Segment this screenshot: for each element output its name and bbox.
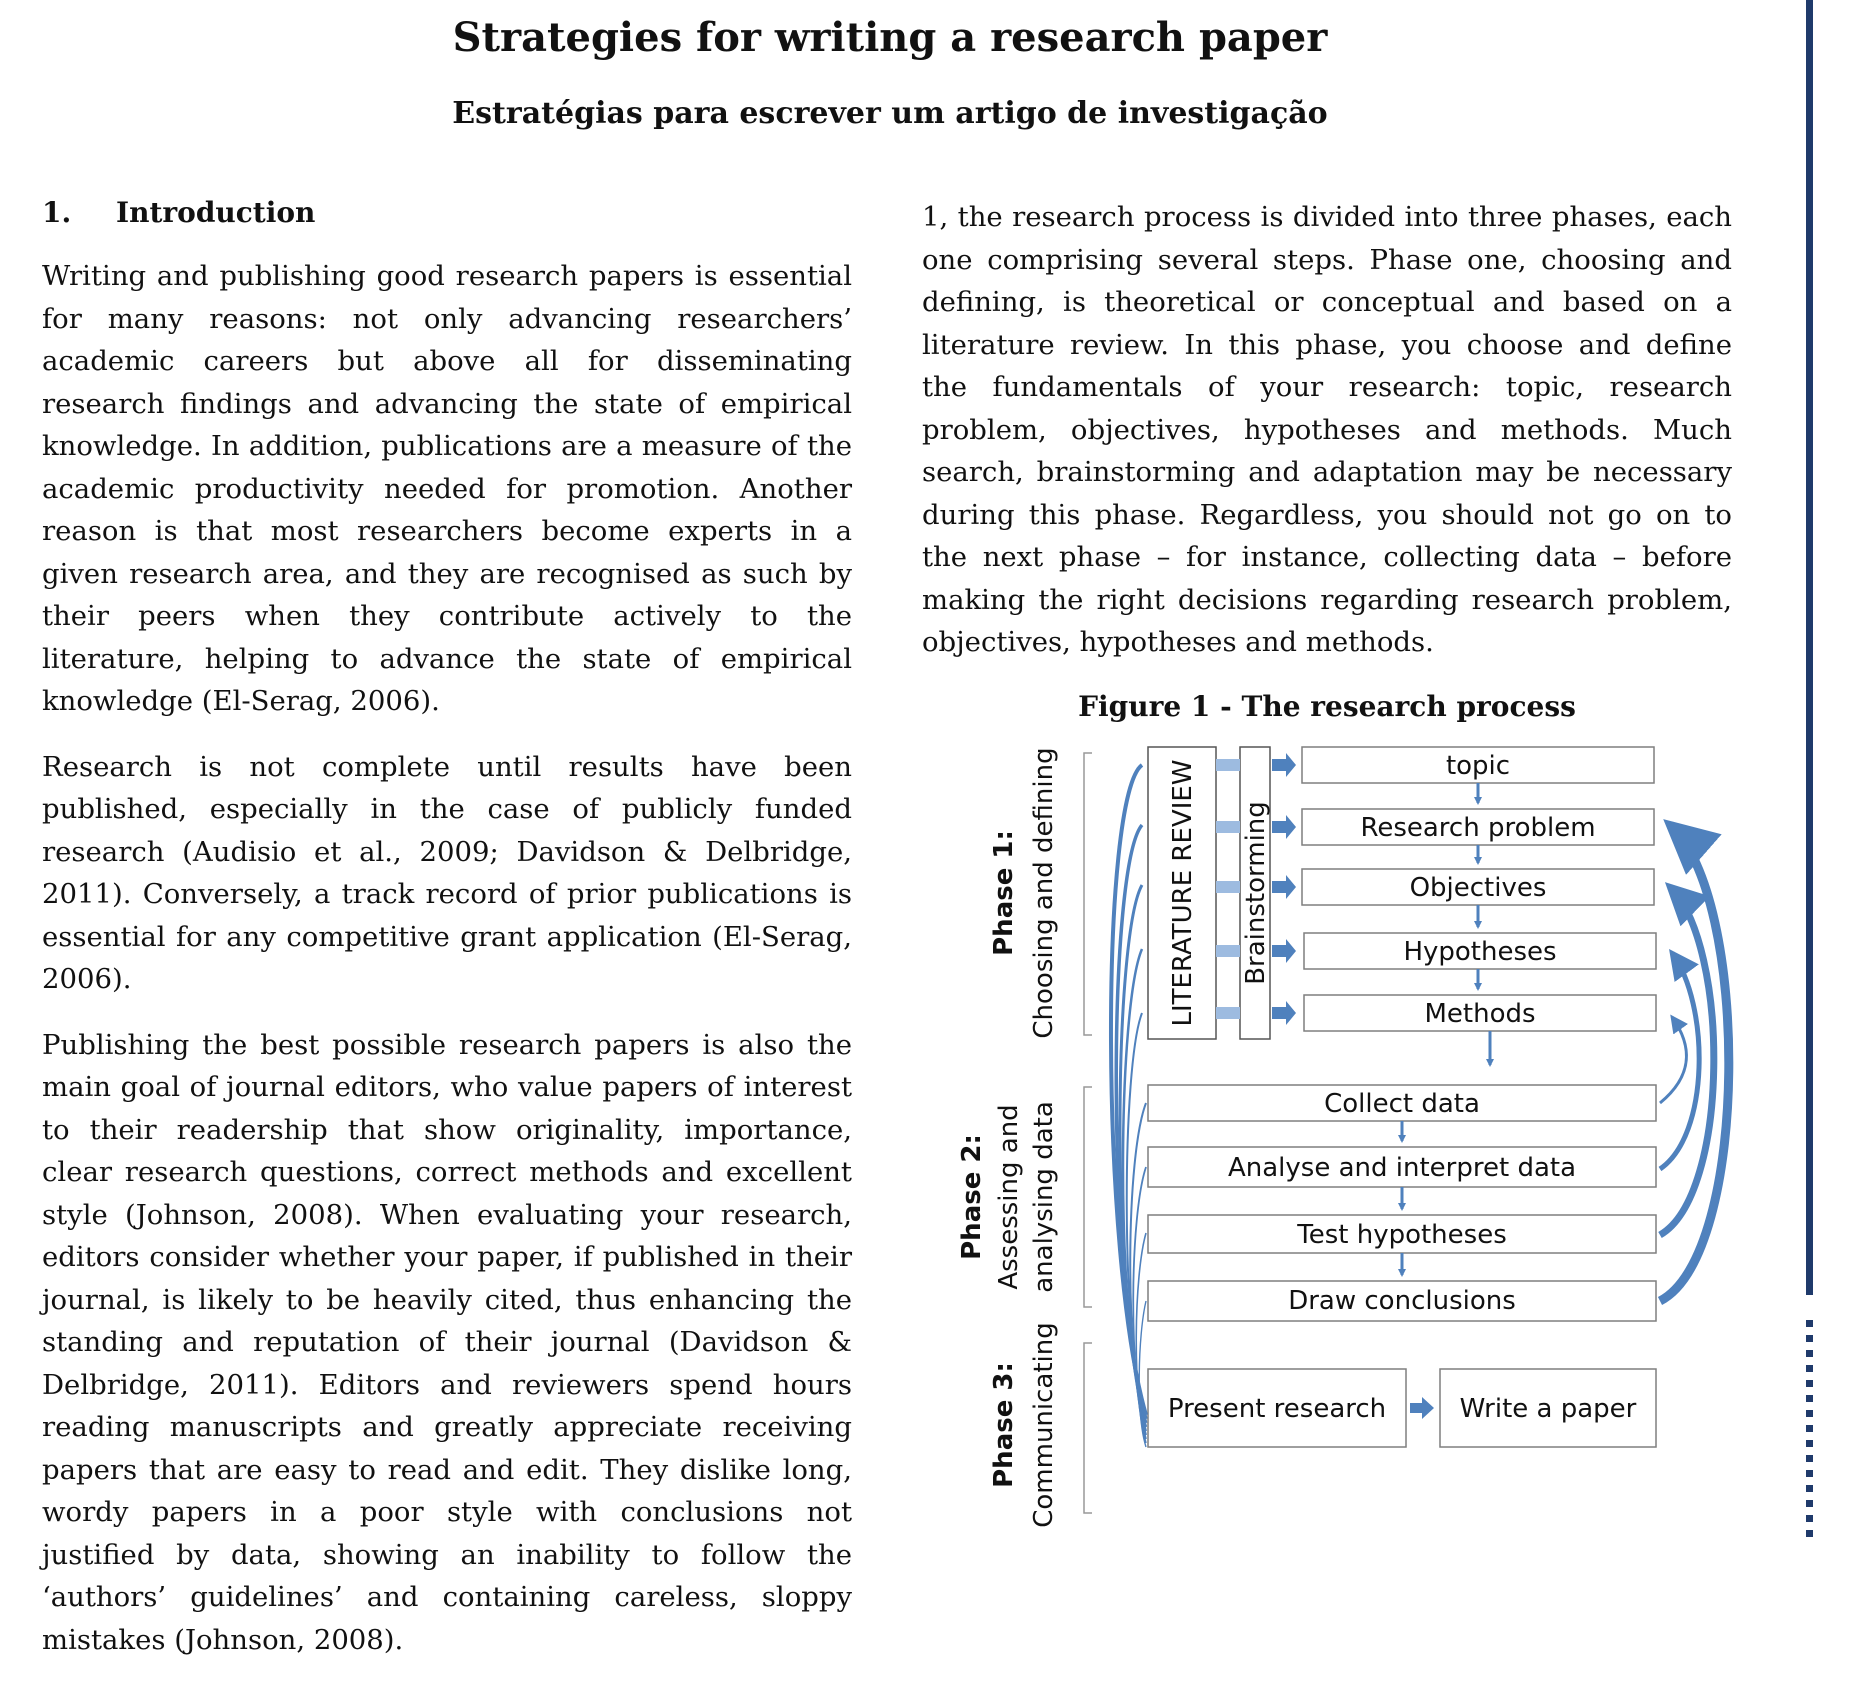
phase3-steps xyxy=(1148,1369,1656,1447)
section-heading xyxy=(42,196,852,229)
phase3-label: Phase 3: xyxy=(989,1362,1019,1488)
paragraph: 1, the research process is divided into three phases, each one comprising several steps. Phase one, choosing and defining, is theoretical or conceptual and based on a literature review. In this phase, you choose and define the fundamentals of your research: topic, research problem, objectives, hypotheses and methods. Much search, brainstorming and adaptation may be necessary during this phase. Regardless, you should not go on to the next phase – for instance, collecting data – before making the right decisions regarding research problem, objectives, hypotheses and methods. xyxy=(922,201,1732,658)
phase-brackets xyxy=(1084,753,1092,1513)
paper-title: Strategies for writing a research paper xyxy=(452,14,1328,61)
paragraph: Writing and publishing good research papers is essential for many reasons: not only advancing researchers’ academic careers but above all for disseminating research findings and advancing the state of empirical knowledge. In addition, publications are a measure of the academic productivity needed for promotion. Another reason is that most researchers become experts in a given research area, and they are recognised as such by their peers when they contribute actively to the literature, helping to advance the state of empirical knowledge (El-Serag, 2006). xyxy=(42,260,852,717)
arrow xyxy=(1216,945,1240,957)
phase1-sublabel: Choosing and defining xyxy=(1029,747,1059,1039)
step-research-problem: Research problem xyxy=(1360,813,1596,843)
step-objectives: Objectives xyxy=(1409,873,1547,903)
phase2-sublabel-2: analysing data xyxy=(1029,1101,1059,1293)
step-hypotheses: Hypotheses xyxy=(1403,937,1557,967)
literature-review-label: LITERATURE REVIEW xyxy=(1168,759,1198,1027)
right-column xyxy=(922,196,1732,687)
step-test-hypotheses: Test hypotheses xyxy=(1297,1220,1507,1250)
step-write-paper: Write a paper xyxy=(1459,1394,1637,1424)
arrow xyxy=(1216,881,1240,893)
phase2-sublabel-1: Assessing and xyxy=(994,1104,1024,1290)
phase2-bracket xyxy=(1084,1087,1092,1307)
step-draw-conclusions: Draw conclusions xyxy=(1288,1286,1516,1316)
phase3-sublabel: Communicating xyxy=(1029,1322,1059,1528)
left-column xyxy=(42,196,852,1684)
arrow xyxy=(1272,753,1296,777)
arrow xyxy=(1216,821,1240,833)
curve xyxy=(1660,1017,1686,1103)
paragraph: Research is not complete until results have been published, especially in the case of publicly funded research (Audisio et al., 2009; Davidson & Delbridge, 2011). Conversely, a track record of prior publications is essential for any competitive grant application (El-Serag, 2006). xyxy=(42,750,852,995)
section-title: Introduction xyxy=(116,196,316,229)
phase1-label: Phase 1: xyxy=(989,830,1019,956)
figure-caption: Figure 1 - The research process xyxy=(1078,690,1576,723)
arrow xyxy=(1216,1007,1240,1019)
curve xyxy=(1660,953,1699,1169)
step-collect-data: Collect data xyxy=(1324,1089,1480,1119)
step-methods: Methods xyxy=(1424,999,1536,1029)
phase2-label: Phase 2: xyxy=(957,1134,987,1260)
arrow xyxy=(1272,875,1296,899)
page-margin-rule xyxy=(1806,0,1813,1295)
arrow xyxy=(1272,815,1296,839)
page-margin-dots xyxy=(1806,1320,1813,1539)
paper-subtitle: Estratégias para escrever um artigo de investigação xyxy=(452,96,1328,131)
paragraph: Publishing the best possible research papers is also the main goal of journal editors, who value papers of interest to their readership that show originality, importance, clear research questions, correct methods and excellent style (Johnson, 2008). When evaluating your research, editors consider whether your paper, if published in their journal, is likely to be heavily cited, thus enhancing the standing and reputation of their journal (Davidson & Delbridge, 2011). Editors and reviewers spend hours reading manuscripts and greatly appreciate receiving papers that are easy to read and edit. They dislike long, wordy papers in a poor style with conclusions not justified by data, showing an inability to follow the ‘authors’ guidelines’ and containing careless, sloppy mistakes (Johnson, 2008). xyxy=(42,1028,852,1656)
research-process-figure xyxy=(950,735,1770,1535)
arrow-present-to-write xyxy=(1410,1397,1434,1419)
left-curves xyxy=(1111,765,1146,1447)
arrow xyxy=(1216,759,1240,771)
step-topic: topic xyxy=(1445,751,1511,781)
step-analyse-data: Analyse and interpret data xyxy=(1227,1153,1577,1183)
brainstorming-label: Brainstorming xyxy=(1241,801,1271,985)
phase1-bracket xyxy=(1084,753,1092,1035)
phase3-bracket xyxy=(1084,1343,1092,1513)
arrow xyxy=(1272,939,1296,963)
step-present-research: Present research xyxy=(1167,1394,1387,1424)
section-number: 1. xyxy=(42,196,72,229)
arrow xyxy=(1272,1001,1296,1025)
right-curves xyxy=(1660,825,1729,1301)
